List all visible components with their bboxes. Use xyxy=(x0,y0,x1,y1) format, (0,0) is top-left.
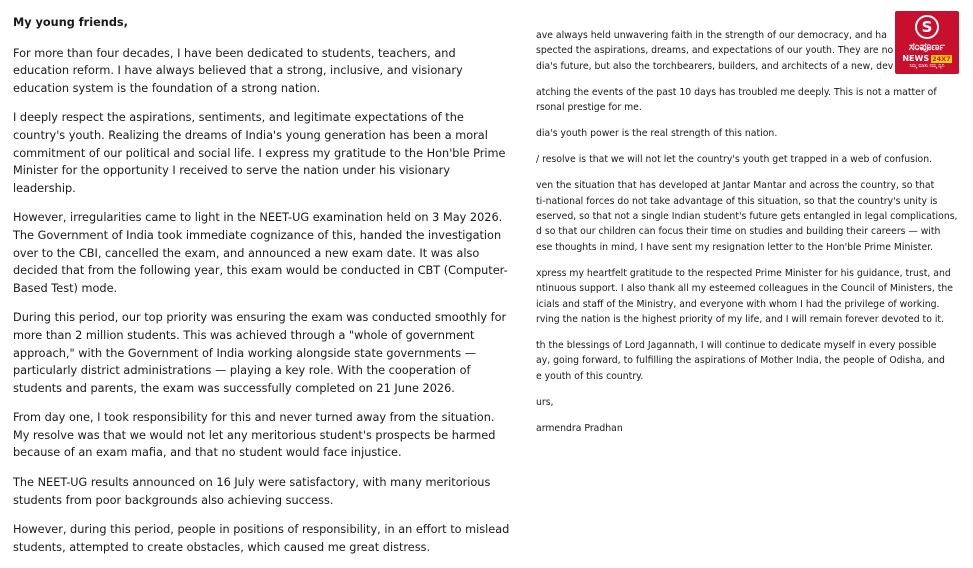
logo-tagline: ನಿಮ್ಮ ಮಾತು ನಮ್ಮ ಧ್ವನಿ xyxy=(909,64,945,69)
letter-paragraph: From day one, I took responsibility for this and never turned away from the situation. My resolve was that we would not let any meritorious student's prospects be harmed because of an exam mafia, and that no student would face injustice. xyxy=(13,411,496,460)
letter-line: th the blessings of Lord Jagannath, I will continue to dedicate myself in every possible xyxy=(536,340,937,352)
letter-paragraph: The NEET-UG results announced on 16 July were satisfactory, with many meritorious students from poor backgrounds also achieving success. xyxy=(13,476,491,507)
letter-line: rsonal prestige for me. xyxy=(536,102,642,114)
letter-line: spected the aspirations, dreams, and expectations of our youth. They are no xyxy=(536,45,894,57)
letter-line: xpress my heartfelt gratitude to the respected Prime Minister for his guidance, trust, and xyxy=(536,267,951,279)
logo-mark-icon: S xyxy=(915,15,939,39)
letter-line: ven the situation that has developed at Jantar Mantar and across the country, so that xyxy=(536,180,935,192)
logo-news-text: NEWS xyxy=(902,54,930,63)
letter-line: dia's future, but also the torchbearers, builders, and architects of a new, dev xyxy=(536,60,894,72)
letter-paragraph xyxy=(536,395,968,410)
letter-paragraph xyxy=(536,152,968,167)
letter-paragraph xyxy=(536,338,968,384)
letter-paragraph xyxy=(536,421,968,436)
letter-line: ese thoughts in mind, I have sent my resignation letter to the Hon'ble Prime Minister. xyxy=(536,241,934,253)
letter-line: icials and staff of the Ministry, and everyone with whom I had the privilege of working. xyxy=(536,298,940,310)
letter-paragraph xyxy=(536,178,968,255)
letter-line: urs, xyxy=(536,396,554,408)
letter-paragraph: However, during this period, people in positions of responsibility, in an effort to mislead students, attempted to create obstacles, which caused me great distress. xyxy=(13,523,510,554)
letter-line: rving the nation is the highest priority of my life, and I will remain forever devoted to it. xyxy=(536,314,945,326)
channel-logo xyxy=(895,11,959,74)
letter-line: ay, going forward, to fulfilling the aspirations of Mother India, the people of Odisha, and xyxy=(536,355,945,367)
letter-paragraph xyxy=(536,126,968,141)
letter-paragraph xyxy=(536,266,968,328)
letter-line: eserved, so that not a single Indian student's future gets entangled in legal complications, xyxy=(536,211,958,223)
letter-line: ave always held unwavering faith in the strength of our democracy, and ha xyxy=(536,30,887,41)
letter-line: dia's youth power is the real strength of this nation. xyxy=(536,128,778,140)
letter-paragraph: During this period, our top priority was ensuring the exam was conducted smoothly for more than 2 million students. This was achieved through a "whole of government approach," with the Government of India working alongside state governments — particularly district administrations — playing a key role. With the cooperation of students and parents, the exam was successfully completed on 21 June 2026. xyxy=(13,311,507,395)
letter-paragraph: For more than four decades, I have been dedicated to students, teachers, and education reform. I have always believed that a strong, inclusive, and visionary education system is the foundation of a strong nation. xyxy=(13,46,463,95)
letter-line: d so that our children can focus their time on studies and building their careers — with xyxy=(536,226,941,238)
letter-line: e youth of this country. xyxy=(536,370,644,382)
letter-line: / resolve is that we will not let the country's youth get trapped in a web of confusion. xyxy=(536,154,933,166)
letter-greeting: My young friends, xyxy=(13,16,128,29)
logo-brand-text: ಸಂಪೂರ್ಣ xyxy=(908,40,946,53)
letter-page-left xyxy=(13,14,513,568)
letter-line: ntinuous support. I also thank all my esteemed colleagues in the Council of Ministers, the xyxy=(536,283,954,295)
letter-page-right xyxy=(536,28,968,447)
letter-line: atching the events of the past 10 days has troubled me deeply. This is not a matter of xyxy=(536,86,937,98)
letter-line: armendra Pradhan xyxy=(536,422,623,434)
logo-news-row xyxy=(902,54,951,63)
letter-paragraph: However, irregularities came to light in the NEET-UG examination held on 3 May 2026. The Government of India took immediate cognizance of this, handed the investigation over to the CBI, cancelled the exam, and announced a new exam date. It was also decided that from the following year, this exam would be conducted in CBT (Computer-Based Test) mode. xyxy=(13,211,508,295)
letter-paragraph xyxy=(536,85,968,116)
logo-badge: 24X7 xyxy=(932,54,951,63)
letter-line: ti-national forces do not take advantage of this situation, so that the country's unity is xyxy=(536,195,938,207)
letter-paragraph: I deeply respect the aspirations, sentiments, and legitimate expectations of the country's youth. Realizing the dreams of India's young generation has been a moral commitment of our political and social life. I express my gratitude to the Hon'ble Prime Minister for the opportunity I received to serve the nation under his visionary leadership. xyxy=(13,111,506,195)
